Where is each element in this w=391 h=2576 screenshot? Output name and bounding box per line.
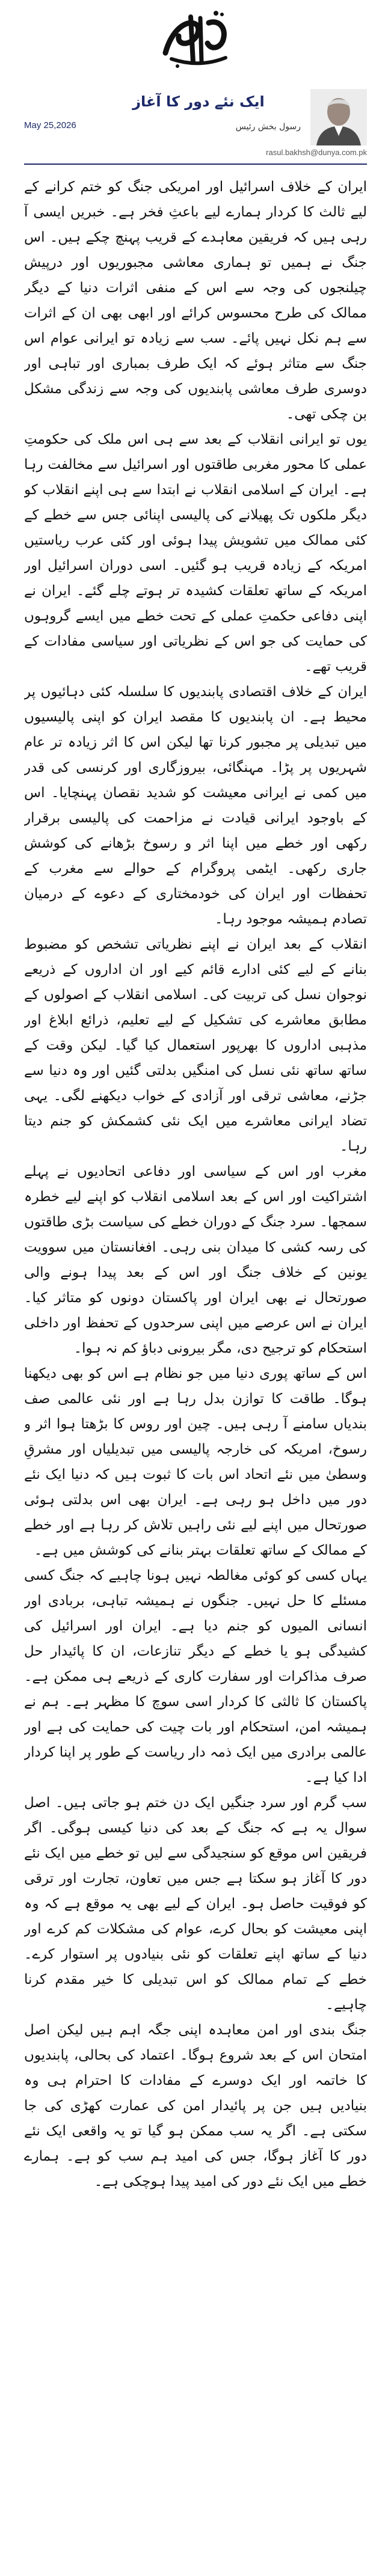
article-body [24,174,367,2555]
author-name: رسول بخش رئیس [235,122,301,132]
article-paragraph: ایران کے خلاف اسرائیل اور امریکی جنگ کو ختم کرانے کے لیے ثالث کا کردار ہمارے لیے باعثِ فخر ہے۔ خبریں ایسی آ رہی ہیں کہ فریقین معاہدے کے قریب پہنچ چکے ہیں۔ اس جنگ نے ہمیں تو ہماری معاشی مجبوریوں اور درپیش چیلنجوں کی وجہ سے اس کے منفی اثرات دنیا کے دیگر ممالک کی طرح محسوس کرائے اور ابھی بھی ان کے اثرات سے ہم نکل نہیں پائے۔ سب سے زیادہ تو ایرانی عوام اس جنگ سے متاثر ہوئے کہ ایک طرف بمباری اور تباہی اور دوسری طرف معاشی پابندیوں کی وجہ سے زندگی مشکل بن چکی تھی۔ [24,179,367,422]
article-paragraph: ایران کے خلاف اقتصادی پابندیوں کا سلسلہ کئی دہائیوں پر محیط ہے۔ ان پابندیوں کا مقصد ایران کو اپنی پالیسیوں میں تبدیلی پر مجبور کرنا تھا لیکن اس کا اثر زیادہ تر عام شہریوں پر پڑا۔ مہنگائی، بیروزگاری اور کرنسی کی قدر میں کمی نے ایرانی معیشت کو شدید نقصان پہنچایا۔ اس کے باوجود ایرانی قیادت نے مزاحمت کی پالیسی برقرار رکھی اور خطے میں اپنا اثر و رسوخ بڑھانے کی کوشش جاری رکھی۔ ایٹمی پروگرام کے حوالے سے مغرب کے تحفظات اور ایران کی خودمختاری کے دعوے کے درمیان تصادم ہمیشہ موجود رہا۔ [24,684,367,927]
column-header [0,84,391,168]
author-email: rasul.bakhsh@dunya.com.pk [266,148,367,157]
author-photo [310,89,367,145]
author-portrait-icon [310,89,367,145]
article-paragraph: جنگ بندی اور امن معاہدہ اپنی جگہ اہم ہیں لیکن اصل امتحان اس کے بعد شروع ہوگا۔ اعتماد کی بحالی، پابندیوں کا خاتمہ اور ایک دوسرے کے مفادات کا احترام ہی وہ بنیادیں ہیں جن پر پائیدار امن کی عمارت کھڑی کی جا سکتی ہے۔ اگر یہ سب ممکن ہو گیا تو یہ واقعی ایک نئے دور کا آغاز ہوگا، جس کی امید ہم سب کو ہے۔ ہمارے خطے میں ایک نئے دور کی امید پیدا ہوچکی ہے۔ [24,2022,367,2189]
article-paragraph: یہاں کسی کو کوئی مغالطہ نہیں ہونا چاہیے کہ جنگ کسی مسئلے کا حل نہیں۔ جنگوں نے ہمیشہ تباہی، بربادی اور انسانی المیوں کو جنم دیا ہے۔ ایران اور اسرائیل کی کشیدگی ہو یا خطے کے دیگر تنازعات، ان کا پائیدار حل صرف مذاکرات اور سفارت کاری کے ذریعے ہی ممکن ہے۔ پاکستان کا ثالثی کا کردار اسی سوچ کا مظہر ہے۔ ہم نے ہمیشہ امن، استحکام اور بات چیت کی حمایت کی ہے اور عالمی برادری میں ایک ذمہ دار ریاست کے طور پر اپنا کردار ادا کیا ہے۔ [24,1568,367,1785]
article-paragraph: سب گرم اور سرد جنگیں ایک دن ختم ہو جاتی ہیں۔ اصل سوال یہ ہے کہ جنگ کے بعد کی دنیا کیسی ہوگی۔ اگر فریقین اس موقع کو سنجیدگی سے لیں تو خطے میں ایک نئے دور کا آغاز ہو سکتا ہے جس میں تعاون، تجارت اور ترقی کو فوقیت حاصل ہو۔ ایران کے لیے بھی یہ موقع ہے کہ وہ اپنی معیشت کو بحال کرے، عوام کی مشکلات کم کرے اور دنیا کے ساتھ اپنے تعلقات کو نئی بنیادوں پر استوار کرے۔ خطے کے تمام ممالک کو اس تبدیلی کا خیر مقدم کرنا چاہیے۔ [24,1795,367,2013]
dunya-logo-icon [153,6,238,73]
header-divider [24,164,367,165]
masthead [0,0,391,84]
publish-date: May 25,2026 [24,120,76,130]
article-paragraph: یوں تو ایرانی انقلاب کے بعد سے ہی اس ملک کی حکومتِ عملی کا محور مغربی طاقتوں اور اسرائیل سے مخالفت رہا ہے۔ ایران کے اسلامی انقلاب نے ابتدا سے ہی اپنے انقلاب کو دیگر ملکوں تک پھیلانے کی پالیسی اپنائی جس سے خطے کے کئی ممالک میں تشویش پیدا ہوئی اور کئی عرب ریاستیں امریکہ کے زیادہ قریب ہو گئیں۔ اسی دوران اسرائیل اور امریکہ کے ساتھ تعلقات کشیدہ تر ہوتے چلے گئے۔ ایران نے اپنی دفاعی حکمتِ عملی کے تحت خطے میں ایسے گروہوں کی حمایت کی جو اس کے نظریاتی اور سیاسی مفادات کے قریب تھے۔ [24,432,367,675]
article-headline: ایک نئے دور کا آغاز [132,93,265,110]
article-paragraph: انقلاب کے بعد ایران نے اپنے نظریاتی تشخص کو مضبوط بنانے کے لیے کئی ادارے قائم کیے اور ان اداروں کے ذریعے نوجوان نسل کی تربیت کی۔ اسلامی انقلاب کے اصولوں کے مطابق معاشرے کی تشکیل کے لیے تعلیم، ذرائع ابلاغ اور مذہبی اداروں کا بھرپور استعمال کیا گیا۔ لیکن وقت کے ساتھ ساتھ نئی نسل کی امنگیں بدلتی گئیں اور وہ دنیا سے جڑنے، معاشی ترقی اور آزادی کے خواب دیکھنے لگی۔ یہی تضاد ایرانی معاشرے میں ایک نئی کشمکش کو جنم دیتا رہا۔ [24,937,367,1154]
article-paragraph: مغرب اور اس کے سیاسی اور دفاعی اتحادیوں نے پہلے اشتراکیت اور اس کے بعد اسلامی انقلاب کو اپنے لیے خطرہ سمجھا۔ سرد جنگ کے دوران خطے کی سیاست بڑی طاقتوں کی رسہ کشی کا میدان بنی رہی۔ افغانستان میں سوویت یونین کے خلاف جنگ اور اس کے بعد پیدا ہونے والی صورتحال نے بھی ایران اور پاکستان دونوں کو متاثر کیا۔ ایران نے اس عرصے میں اپنی سرحدوں کے تحفظ اور داخلی استحکام کو ترجیح دی، مگر بیرونی دباؤ کم نہ ہوا۔ [24,1164,367,1356]
article-paragraph: اس کے ساتھ پوری دنیا میں جو نظام ہے اس کو بھی دیکھنا ہوگا۔ طاقت کا توازن بدل رہا ہے اور نئی عالمی صف بندیاں سامنے آ رہی ہیں۔ چین اور روس کا بڑھتا ہوا اثر و رسوخ، امریکہ کی خارجہ پالیسی میں تبدیلیاں اور مشرقِ وسطیٰ میں نئے اتحاد اس بات کا ثبوت ہیں کہ دنیا ایک نئے دور میں داخل ہو رہی ہے۔ ایران بھی اس بدلتی ہوئی صورتحال میں اپنے لیے نئی راہیں تلاش کر رہا ہے اور خطے کے ممالک کے ساتھ تعلقات بہتر بنانے کی کوشش میں ہے۔ [24,1366,367,1558]
